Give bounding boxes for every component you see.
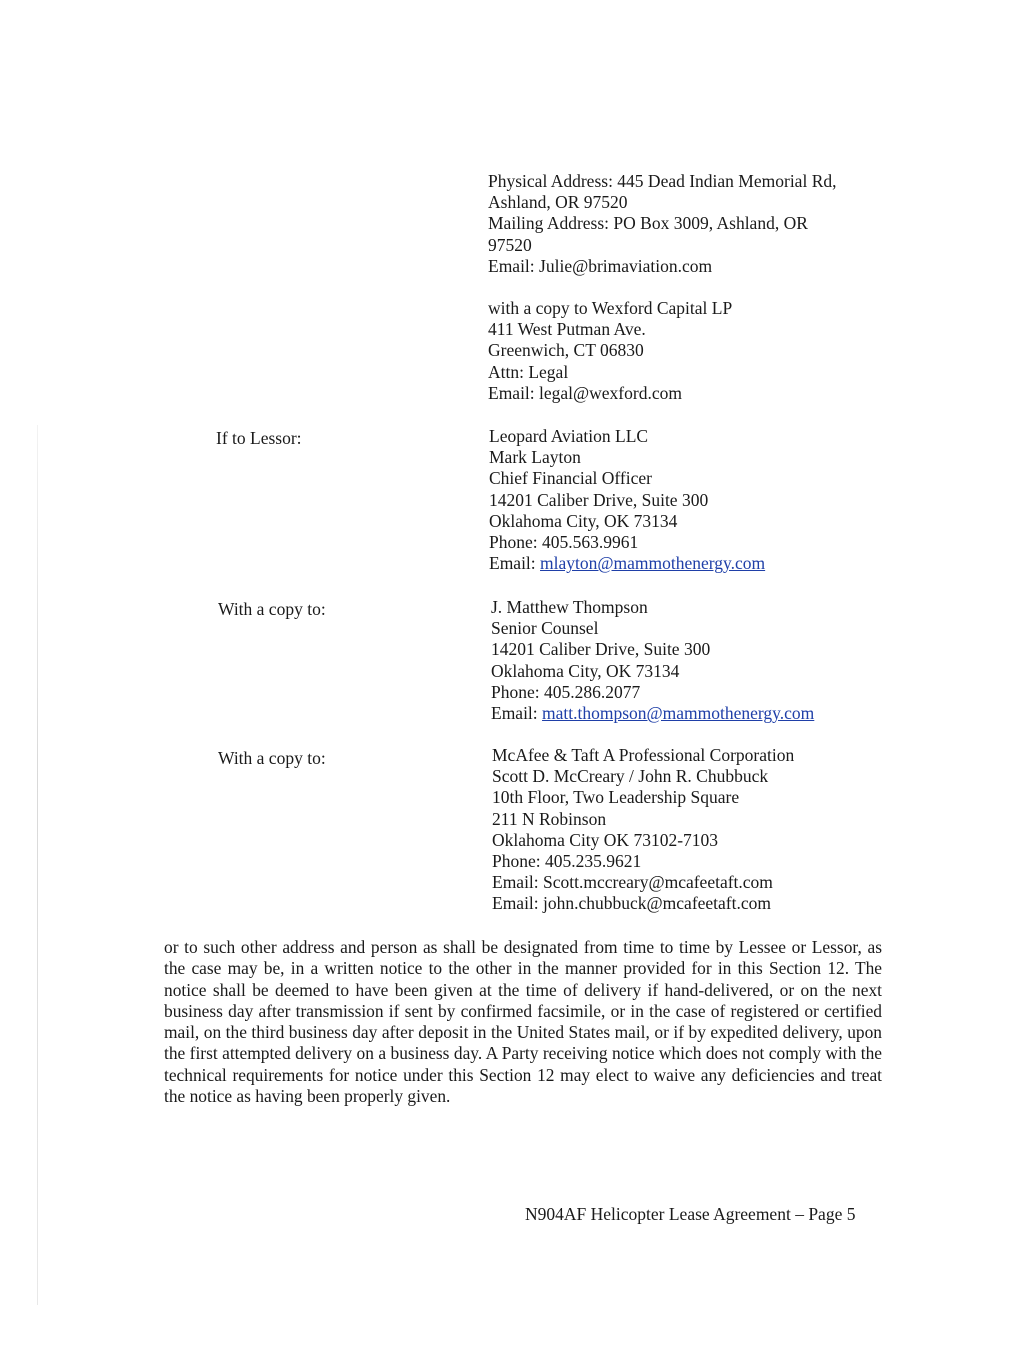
thompson-name: J. Matthew Thompson [491,597,648,617]
thompson-email-prefix: Email: [491,703,543,724]
thompson-email-line [491,703,814,724]
mcafee-firm: McAfee & Taft A Professional Corporation [492,745,795,765]
thompson-address-block [491,597,814,724]
lessor-contact-name: Mark Layton [489,447,581,468]
mcafee-floor: 10th Floor, Two Leadership Square [492,787,740,808]
copy-to-label-1: With a copy to: [218,599,326,619]
lessor-street: 14201 Caliber Drive, Suite 300 [489,489,709,510]
thompson-phone: Phone: 405.286.2077 [491,681,641,702]
lessor-email-link[interactable]: mlayton@mammothenergy.com [540,553,766,574]
thompson-email-link[interactable]: matt.thompson@mammothenergy.com [542,703,815,724]
physical-address-city: Ashland, OR 97520 [488,192,628,213]
physical-address-line: Physical Address: 445 Dead Indian Memorial Rd, [488,171,837,191]
lessor-email-line [489,553,765,574]
lessor-address-block [489,426,765,574]
mcafee-street: 211 N Robinson [492,808,607,829]
mailing-address-line: Mailing Address: PO Box 3009, Ashland, OR [488,213,808,234]
thompson-title: Senior Counsel [491,618,599,639]
mcafee-email-1: Email: Scott.mccreary@mcafeetaft.com [492,872,773,893]
lessor-phone: Phone: 405.563.9961 [489,532,639,553]
thompson-street: 14201 Caliber Drive, Suite 300 [491,639,711,660]
thompson-city: Oklahoma City, OK 73134 [491,660,680,681]
wexford-street: 411 West Putman Ave. [488,319,646,340]
wexford-city: Greenwich, CT 06830 [488,340,644,361]
mailing-address-zip: 97520 [488,234,532,255]
notice-closing-paragraph: or to such other address and person as shall be designated from time to time by Lessee or Lessor, as the case may be, in a written notice to the other in the manner provided for in this Section 12. The notice shall be deemed to have been given at the time of delivery if hand-delivered, or on the next business day after transmission if sent by confirmed facsimile, or in the case of registered or certified mail, on the third business day after deposit in the United States mail, or if by expedited delivery, upon the first attempted delivery on a business day. A Party receiving notice which does not comply with the technical requirements for notice under this Section 12 may elect to waive any deficiencies and treat the notice as having been properly given. [164,937,882,1107]
wexford-copy-heading: with a copy to Wexford Capital LP [488,298,733,318]
mcafee-city: Oklahoma City OK 73102-7103 [492,829,719,850]
lessor-label: If to Lessor: [216,428,302,448]
lessor-contact-title: Chief Financial Officer [489,468,652,489]
wexford-attn: Attn: Legal [488,361,569,382]
mcafee-address-block [492,745,794,915]
lessor-company: Leopard Aviation LLC [489,426,649,446]
wexford-email: Email: legal@wexford.com [488,382,682,403]
wexford-copy-block [488,298,732,404]
scan-edge-artifact [37,425,38,1305]
lessor-email-prefix: Email: [489,553,541,574]
lessor-city: Oklahoma City, OK 73134 [489,510,678,531]
page-footer: N904AF Helicopter Lease Agreement – Page 5 [525,1204,856,1224]
mcafee-email-2: Email: john.chubbuck@mcafeetaft.com [492,893,772,914]
lessee-address-block [488,171,837,277]
mcafee-contact-names: Scott D. McCreary / John R. Chubbuck [492,766,769,787]
mcafee-phone: Phone: 405.235.9621 [492,851,642,872]
lessee-email: Email: Julie@brimaviation.com [488,255,713,276]
copy-to-label-2: With a copy to: [218,748,326,768]
